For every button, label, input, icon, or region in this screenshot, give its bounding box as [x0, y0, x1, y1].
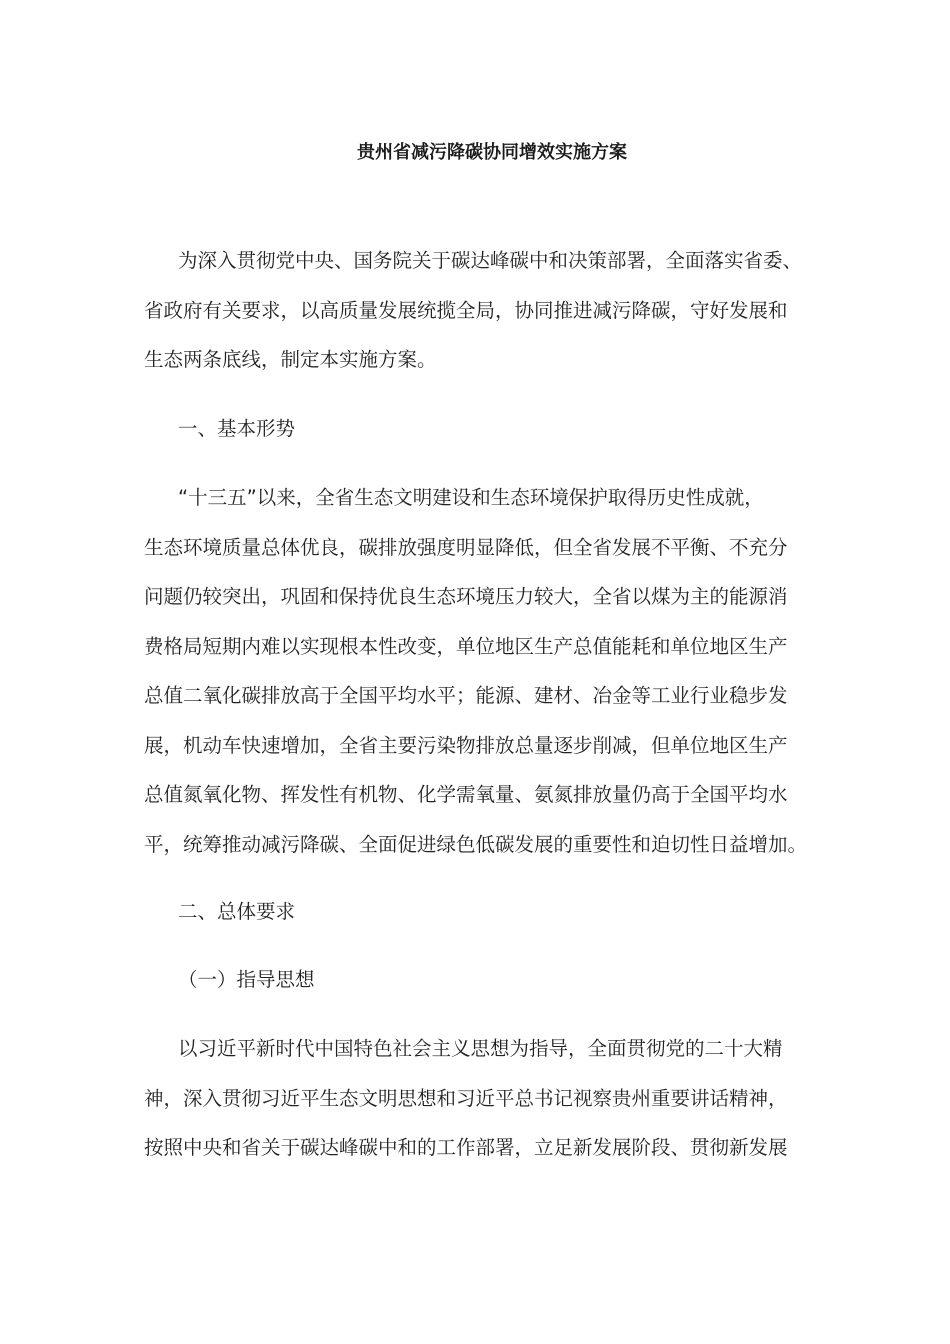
intro-line: 省政府有关要求，以高质量发展统揽全局，协同推进减污降碳，守好发展和 — [144, 298, 788, 322]
document-title: 贵州省减污降碳协同增效实施方案 — [357, 142, 627, 163]
subsection1-paragraph — [144, 1024, 812, 1173]
section-heading-basic-situation: 一、基本形势 — [178, 417, 296, 440]
section-heading-general-requirements: 二、总体要求 — [178, 900, 296, 923]
intro-line: 为深入贯彻党中央、国务院关于碳达峰碳中和决策部署，全面落实省委、 — [178, 249, 803, 272]
section1-line: 平，统筹推动减污降碳、全面促进绿色低碳发展的重要性和迫切性日益增加。 — [144, 832, 808, 856]
subsection1-line: 神，深入贯彻习近平生态文明思想和习近平总书记视察贵州重要讲话精神， — [144, 1086, 788, 1110]
section1-line: 费格局短期内难以实现根本性改变，单位地区生产总值能耗和单位地区生产 — [144, 634, 788, 658]
section1-line: 问题仍较突出，巩固和保持优良生态环境压力较大，全省以煤为主的能源消 — [144, 585, 788, 608]
section1-line: 生态环境质量总体优良，碳排放强度明显降低，但全省发展不平衡、不充分 — [144, 535, 788, 559]
section1-paragraph — [144, 473, 812, 869]
section1-line: 总值氮氧化物、挥发性有机物、化学需氧量、氨氮排放量仍高于全国平均水 — [144, 783, 788, 806]
subsection1-line: 以习近平新时代中国特色社会主义思想为指导，全面贯彻党的二十大精 — [178, 1037, 783, 1060]
subsection-heading-guiding-ideology: （一）指导思想 — [178, 968, 315, 991]
intro-line: 生态两条底线，制定本实施方案。 — [144, 348, 437, 371]
section1-line: 总值二氧化碳排放高于全国平均水平；能源、建材、冶金等工业行业稳步发 — [144, 684, 788, 707]
intro-paragraph — [144, 236, 812, 385]
section1-line: “十三五”以来，全省生态文明建设和生态环境保护取得历史性成就， — [178, 486, 764, 509]
subsection1-line: 按照中央和省关于碳达峰碳中和的工作部署，立足新发展阶段、贯彻新发展 — [144, 1136, 788, 1159]
section1-line: 展，机动车快速增加，全省主要污染物排放总量逐步削减，但单位地区生产 — [144, 733, 788, 757]
